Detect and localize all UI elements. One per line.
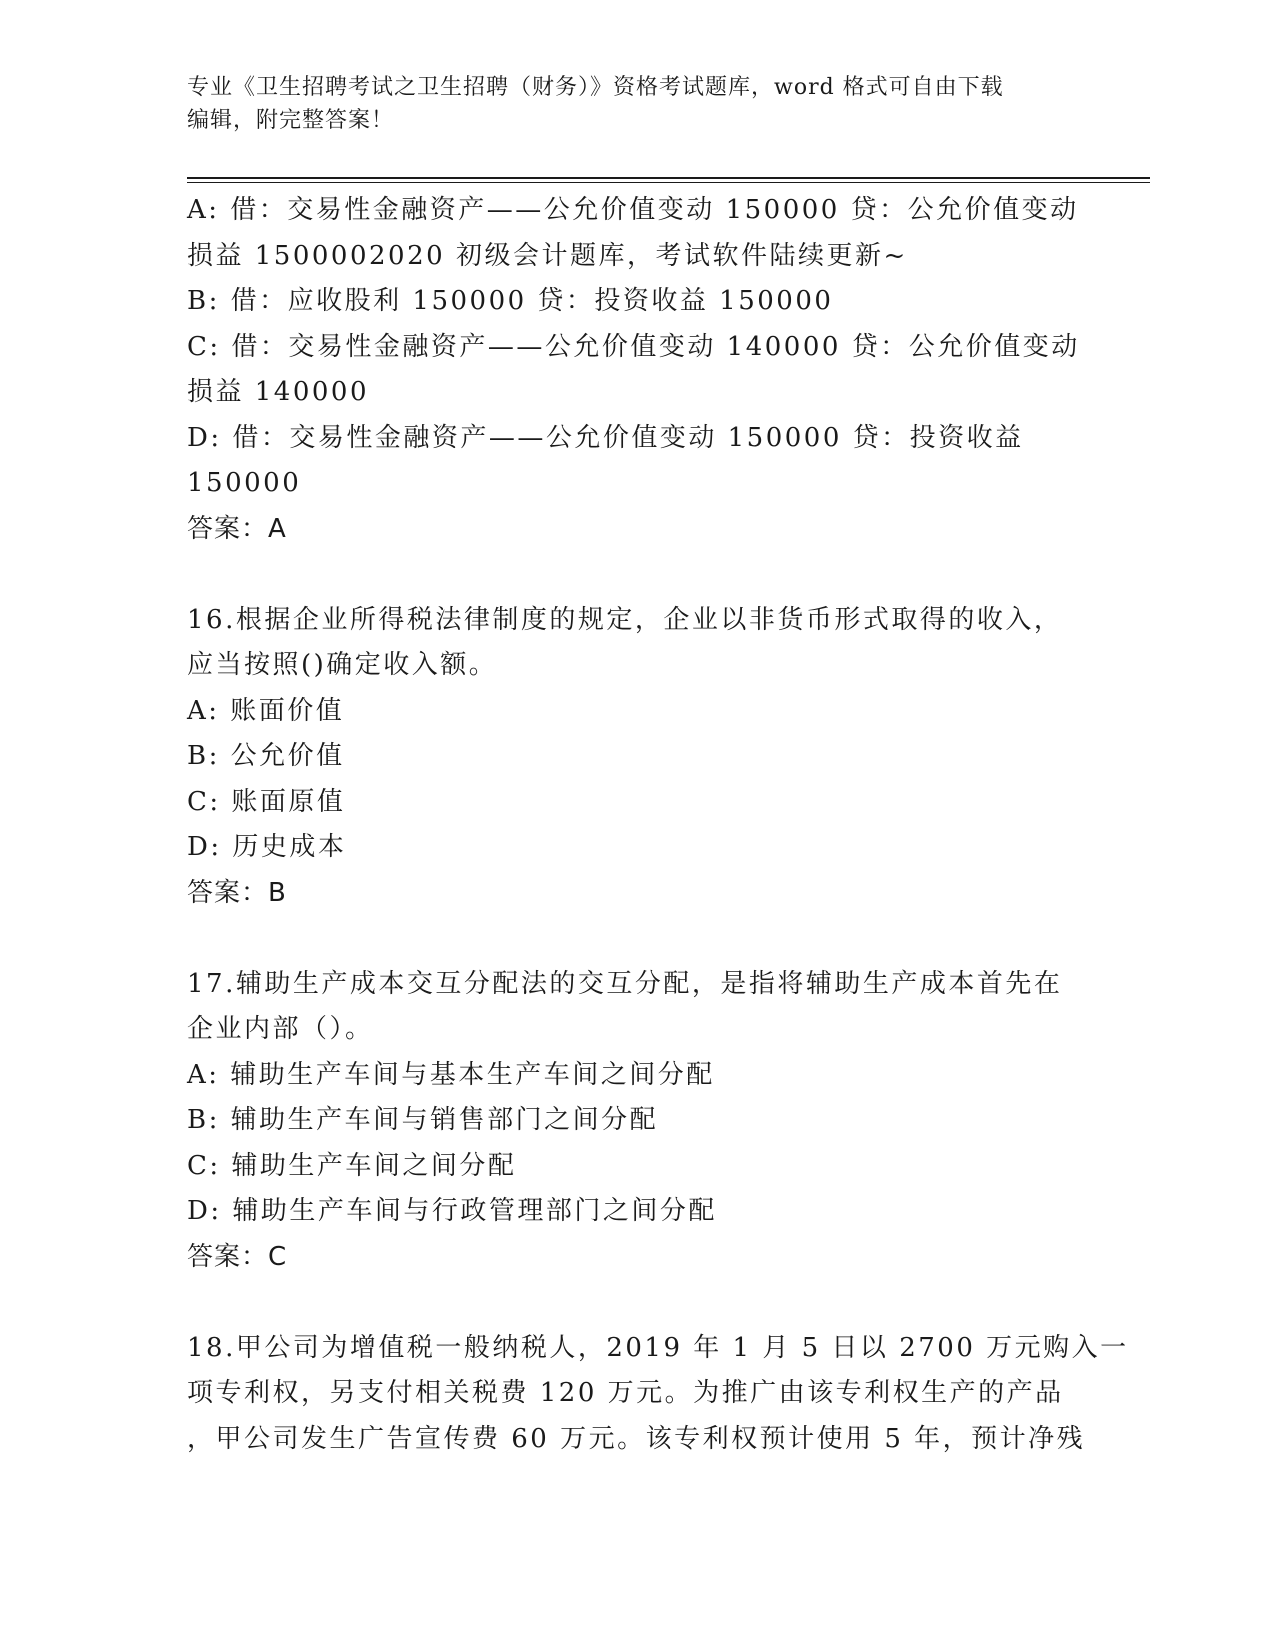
q16-option-b: B: 公允价值 <box>187 741 345 771</box>
document-header <box>187 71 1067 137</box>
q17-stem-line-1: 17.辅助生产成本交互分配法的交互分配，是指将辅助生产成本首先在 <box>187 968 1063 999</box>
q17-option-b: B: 辅助生产车间与销售部门之间分配 <box>187 1105 659 1135</box>
header-rule-thin <box>187 182 1150 183</box>
q15-option-d-line-2: 150000 <box>187 468 302 498</box>
header-rule-thick <box>187 177 1150 179</box>
q15-option-a-line-1: A: 借：交易性金融资产——公允价值变动 150000 贷：公允价值变动 <box>187 195 1079 225</box>
question-16 <box>187 598 1087 917</box>
q18-stem-line-1: 18.甲公司为增值税一般纳税人，2019 年 1 月 5 日以 2700 万元购入一 <box>187 1332 1129 1363</box>
q15-option-a-line-2: 损益 1500002020 初级会计题库，考试软件陆续更新~ <box>187 240 908 271</box>
q17-stem-line-2: 企业内部（）。 <box>187 1014 374 1044</box>
q17-option-a: A: 辅助生产车间与基本生产车间之间分配 <box>187 1059 715 1090</box>
q17-option-d: D: 辅助生产车间与行政管理部门之间分配 <box>187 1196 717 1226</box>
q17-option-c: C: 辅助生产车间之间分配 <box>187 1150 517 1181</box>
header-line-1: 专业《卫生招聘考试之卫生招聘（财务）》资格考试题库，word 格式可自由下载 <box>187 75 1004 100</box>
question-17 <box>187 962 1087 1281</box>
q18-stem-line-3: ，甲公司发生广告宣传费 60 万元。该专利权预计使用 5 年，预计净残 <box>187 1423 1086 1454</box>
q17-answer: 答案：C <box>187 1241 288 1272</box>
spacer <box>187 1280 1087 1326</box>
question-18 <box>187 1326 1129 1463</box>
q16-answer: 答案：B <box>187 877 287 908</box>
q16-option-a: A: 账面价值 <box>187 695 345 726</box>
q16-stem-line-2: 应当按照()确定收入额。 <box>187 650 498 680</box>
q18-stem-line-2: 项专利权，另支付相关税费 120 万元。为推广由该专利权生产的产品 <box>187 1378 1064 1408</box>
q16-stem-line-1: 16.根据企业所得税法律制度的规定，企业以非货币形式取得的收入， <box>187 604 1063 635</box>
question-15 <box>187 188 1087 552</box>
q15-option-c-line-1: C: 借：交易性金融资产——公允价值变动 140000 贷：公允价值变动 <box>187 331 1080 362</box>
q15-option-c-line-2: 损益 140000 <box>187 377 370 407</box>
header-line-2: 编辑，附完整答案！ <box>187 108 395 133</box>
q15-answer: 答案：A <box>187 513 287 544</box>
spacer <box>187 552 1087 598</box>
spacer <box>187 916 1087 962</box>
q16-option-d: D: 历史成本 <box>187 832 347 862</box>
question-content <box>187 188 1129 1462</box>
q15-option-d-line-1: D: 借：交易性金融资产——公允价值变动 150000 贷：投资收益 <box>187 422 1024 453</box>
q15-option-b: B: 借：应收股利 150000 贷：投资收益 150000 <box>187 286 834 316</box>
q16-option-c: C: 账面原值 <box>187 786 346 817</box>
